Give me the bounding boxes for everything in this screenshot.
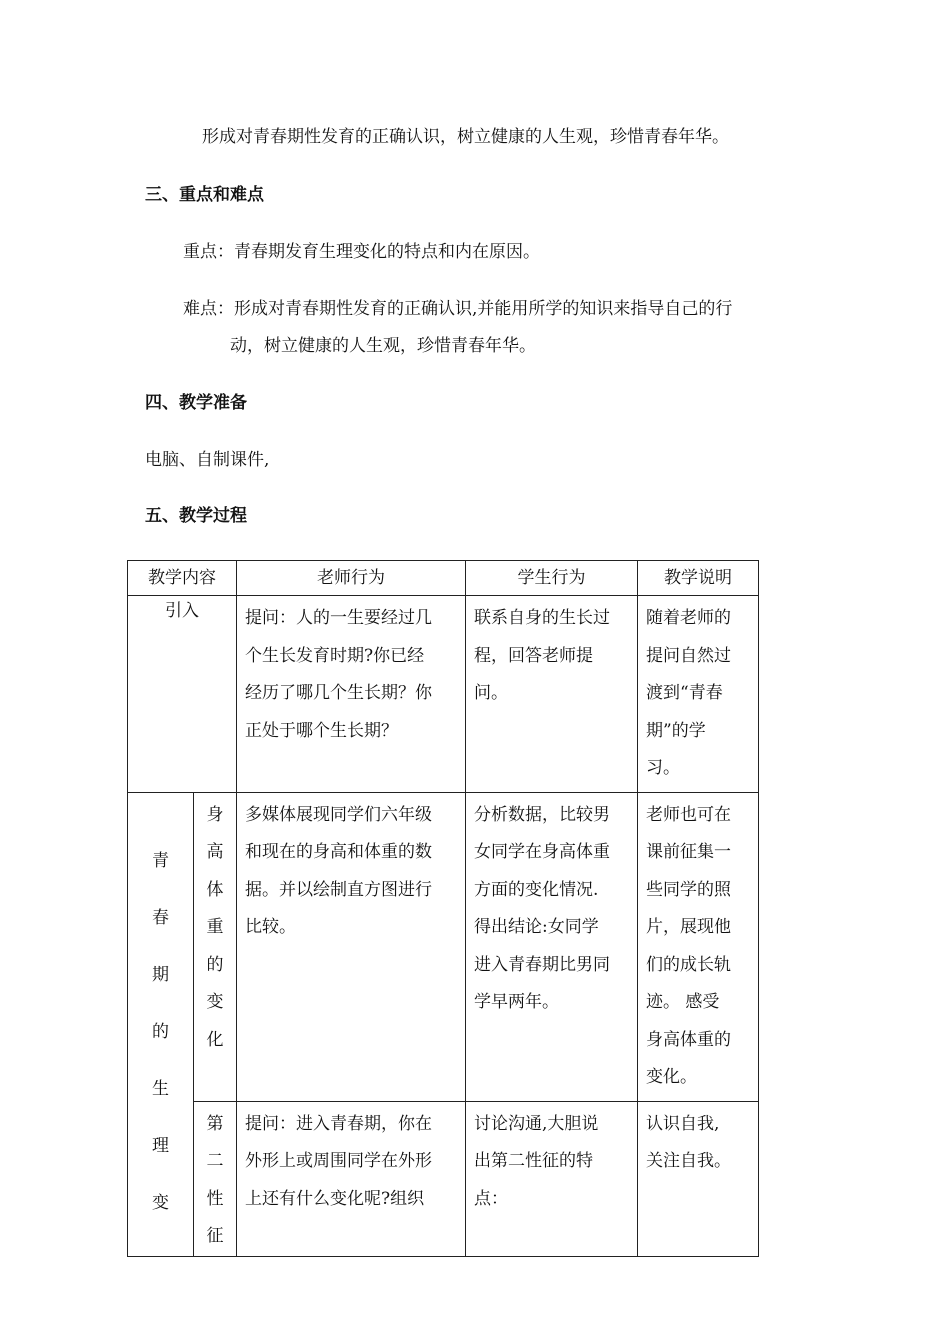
section4-heading: 四、教学准备	[145, 393, 247, 413]
key-point: 重点：青春期发育生理变化的特点和内在原因。	[183, 242, 540, 262]
sex-note-cell: 认识自我, 关注自我。	[638, 1101, 759, 1256]
header-content: 教学内容	[128, 561, 237, 596]
header-student: 学生行为	[466, 561, 638, 596]
table-header-row	[128, 561, 759, 596]
table-row	[128, 1101, 759, 1256]
sex-teacher-cell: 提问：进入青春期，你在 外形上或周围同学在外形 上还有什么变化呢?组织	[237, 1101, 466, 1256]
lesson-table	[127, 560, 759, 1257]
intro-line: 形成对青春期性发育的正确认识，树立健康的人生观，珍惜青春年华。	[202, 127, 729, 147]
section5-heading: 五、教学过程	[145, 506, 247, 526]
intro-student-cell: 联系自身的生长过 程，回答老师提 问。	[466, 596, 638, 793]
table-row	[128, 792, 759, 1101]
intro-note-cell: 随着老师的 提问自然过 渡到“青春 期”的学 习。	[638, 596, 759, 793]
intro-teacher-cell: 提问：人的一生要经过几 个生长发育时期?你已经 经历了哪几个生长期？你 正处于哪个生长期？	[237, 596, 466, 793]
height-sub-cell: 身 高 体 重 的 变 化	[194, 792, 237, 1101]
sex-student-cell: 讨论沟通,大胆说 出第二性征的特 点：	[466, 1101, 638, 1256]
difficulty-line1: 难点：形成对青春期性发育的正确认识,并能用所学的知识来指导自己的行	[183, 299, 733, 319]
height-student-cell: 分析数据，比较男 女同学在身高体重 方面的变化情况. 得出结论:女同学 进入青春期比男同 学早两年。	[466, 792, 638, 1101]
section3-heading: 三、重点和难点	[145, 185, 264, 205]
prep-text: 电脑、自制课件,	[145, 450, 270, 470]
header-note: 教学说明	[638, 561, 759, 596]
height-note-cell: 老师也可在 课前征集一 些同学的照 片，展现他 们的成长轨 迹。 感受 身高体重的 变化。	[638, 792, 759, 1101]
table-row	[128, 596, 759, 793]
header-teacher: 老师行为	[237, 561, 466, 596]
height-teacher-cell: 多媒体展现同学们六年级 和现在的身高和体重的数 据。并以绘制直方图进行 比较。	[237, 792, 466, 1101]
intro-content-cell: 引入	[128, 596, 237, 793]
difficulty-line2: 动，树立健康的人生观，珍惜青春年华。	[230, 336, 536, 356]
group-label-cell: 青 春 期 的 生 理 变	[128, 792, 194, 1256]
sex-sub-cell: 第 二 性 征	[194, 1101, 237, 1256]
